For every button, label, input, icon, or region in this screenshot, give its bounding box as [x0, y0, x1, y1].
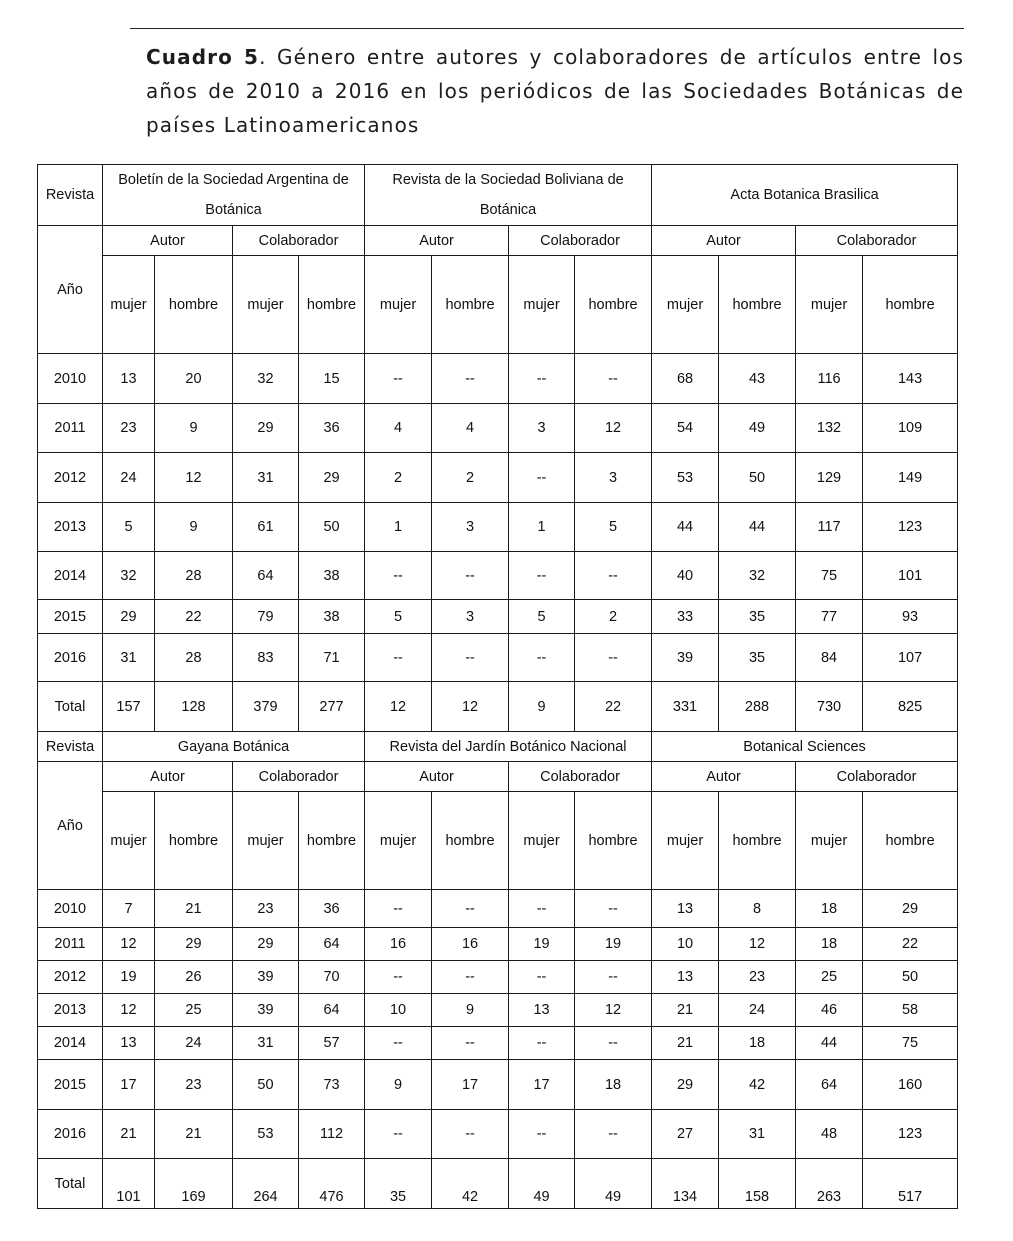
hombre-header: hombre: [575, 792, 652, 890]
value-cell: 36: [299, 890, 365, 928]
value-cell: 93: [863, 600, 958, 634]
value-cell: 21: [155, 890, 233, 928]
value-cell: 12: [719, 928, 796, 961]
value-cell: 134: [652, 1159, 719, 1209]
value-cell: 75: [796, 552, 863, 600]
table-row: [38, 961, 958, 994]
value-cell: 49: [575, 1159, 652, 1209]
value-cell: 39: [233, 961, 299, 994]
value-cell: 64: [233, 552, 299, 600]
hombre-header: hombre: [432, 792, 509, 890]
value-cell: 21: [103, 1110, 155, 1159]
table-block-2: [38, 732, 958, 1209]
value-cell: 26: [155, 961, 233, 994]
mujer-header: mujer: [103, 792, 155, 890]
value-cell: 35: [365, 1159, 432, 1209]
value-cell: 20: [155, 354, 233, 404]
hombre-header: hombre: [575, 256, 652, 354]
value-cell: 10: [365, 994, 432, 1027]
value-cell: 5: [509, 600, 575, 634]
role-header-row: [38, 226, 958, 256]
value-cell: --: [575, 634, 652, 682]
value-cell: 42: [432, 1159, 509, 1209]
hombre-header: hombre: [299, 792, 365, 890]
table-row: [38, 354, 958, 404]
autor-header: Autor: [365, 226, 509, 256]
colaborador-header: Colaborador: [509, 226, 652, 256]
value-cell: 75: [863, 1027, 958, 1060]
value-cell: 21: [155, 1110, 233, 1159]
autor-header: Autor: [652, 762, 796, 792]
journal-name: Revista del Jardín Botánico Nacional: [365, 732, 652, 762]
year-cell: 2015: [38, 600, 103, 634]
value-cell: 5: [575, 503, 652, 552]
value-cell: 29: [233, 404, 299, 453]
value-cell: 23: [103, 404, 155, 453]
value-cell: 2: [365, 453, 432, 503]
value-cell: 31: [103, 634, 155, 682]
value-cell: 9: [365, 1060, 432, 1110]
value-cell: 17: [509, 1060, 575, 1110]
value-cell: 46: [796, 994, 863, 1027]
hombre-header: hombre: [719, 792, 796, 890]
value-cell: 132: [796, 404, 863, 453]
revista-label: Revista: [38, 732, 103, 762]
hombre-header: hombre: [432, 256, 509, 354]
value-cell: 70: [299, 961, 365, 994]
value-cell: 476: [299, 1159, 365, 1209]
ano-label: Año: [38, 762, 103, 890]
hombre-header: hombre: [863, 792, 958, 890]
value-cell: 42: [719, 1060, 796, 1110]
mujer-header: mujer: [365, 792, 432, 890]
value-cell: 50: [299, 503, 365, 552]
value-cell: 50: [233, 1060, 299, 1110]
value-cell: --: [575, 890, 652, 928]
value-cell: 7: [103, 890, 155, 928]
mujer-header: mujer: [233, 256, 299, 354]
caption-label: Cuadro 5: [146, 45, 260, 69]
value-cell: 12: [432, 682, 509, 732]
value-cell: 27: [652, 1110, 719, 1159]
value-cell: 28: [155, 634, 233, 682]
value-cell: 4: [365, 404, 432, 453]
value-cell: 825: [863, 682, 958, 732]
hombre-header: hombre: [719, 256, 796, 354]
table-row: [38, 453, 958, 503]
value-cell: 12: [155, 453, 233, 503]
value-cell: 53: [233, 1110, 299, 1159]
value-cell: --: [575, 552, 652, 600]
year-cell: 2015: [38, 1060, 103, 1110]
autor-header: Autor: [103, 762, 233, 792]
value-cell: 25: [155, 994, 233, 1027]
value-cell: 31: [719, 1110, 796, 1159]
value-cell: 3: [432, 600, 509, 634]
value-cell: 58: [863, 994, 958, 1027]
value-cell: 12: [103, 928, 155, 961]
value-cell: 38: [299, 600, 365, 634]
value-cell: --: [575, 354, 652, 404]
value-cell: 117: [796, 503, 863, 552]
value-cell: 3: [432, 503, 509, 552]
value-cell: 13: [103, 354, 155, 404]
value-cell: 24: [155, 1027, 233, 1060]
value-cell: 61: [233, 503, 299, 552]
autor-header: Autor: [652, 226, 796, 256]
table-row: [38, 600, 958, 634]
hombre-header: hombre: [299, 256, 365, 354]
journal-name: Revista de la Sociedad Boliviana de Botánica: [365, 165, 652, 226]
top-rule: [130, 28, 964, 29]
value-cell: 43: [719, 354, 796, 404]
value-cell: 112: [299, 1110, 365, 1159]
mujer-header: mujer: [233, 792, 299, 890]
value-cell: 16: [365, 928, 432, 961]
total-label: Total: [38, 682, 103, 732]
value-cell: 263: [796, 1159, 863, 1209]
value-cell: 39: [652, 634, 719, 682]
year-cell: 2012: [38, 961, 103, 994]
value-cell: --: [432, 634, 509, 682]
year-cell: 2010: [38, 354, 103, 404]
value-cell: 143: [863, 354, 958, 404]
value-cell: --: [365, 354, 432, 404]
value-cell: 331: [652, 682, 719, 732]
total-row: [38, 1159, 958, 1209]
value-cell: 32: [233, 354, 299, 404]
value-cell: --: [432, 1110, 509, 1159]
mujer-header: mujer: [103, 256, 155, 354]
value-cell: 31: [233, 453, 299, 503]
value-cell: 44: [719, 503, 796, 552]
total-label: Total: [38, 1159, 103, 1209]
value-cell: 17: [103, 1060, 155, 1110]
value-cell: 101: [863, 552, 958, 600]
value-cell: 35: [719, 634, 796, 682]
table-row: [38, 1060, 958, 1110]
value-cell: 64: [796, 1060, 863, 1110]
colaborador-header: Colaborador: [509, 762, 652, 792]
value-cell: --: [365, 961, 432, 994]
value-cell: 2: [575, 600, 652, 634]
value-cell: 12: [103, 994, 155, 1027]
value-cell: 35: [719, 600, 796, 634]
value-cell: 31: [233, 1027, 299, 1060]
role-header-row: [38, 762, 958, 792]
value-cell: 19: [103, 961, 155, 994]
mujer-header: mujer: [796, 792, 863, 890]
value-cell: 1: [509, 503, 575, 552]
value-cell: 22: [155, 600, 233, 634]
value-cell: 116: [796, 354, 863, 404]
year-cell: 2014: [38, 1027, 103, 1060]
value-cell: 48: [796, 1110, 863, 1159]
value-cell: --: [509, 634, 575, 682]
value-cell: --: [432, 890, 509, 928]
value-cell: 29: [233, 928, 299, 961]
hombre-header: hombre: [155, 792, 233, 890]
value-cell: --: [509, 354, 575, 404]
caption-text: . Género entre autores y colaboradores de artículos entre los años de 2010 a 2016 en los periódicos de las Sociedades Botánicas de países Latinoamericanos: [146, 45, 964, 137]
value-cell: 160: [863, 1060, 958, 1110]
value-cell: 36: [299, 404, 365, 453]
table-row: [38, 634, 958, 682]
value-cell: 19: [509, 928, 575, 961]
value-cell: 57: [299, 1027, 365, 1060]
value-cell: 9: [155, 503, 233, 552]
colaborador-header: Colaborador: [796, 762, 958, 792]
value-cell: --: [509, 453, 575, 503]
hombre-header: hombre: [155, 256, 233, 354]
value-cell: --: [432, 354, 509, 404]
colaborador-header: Colaborador: [233, 762, 365, 792]
value-cell: 379: [233, 682, 299, 732]
value-cell: 13: [509, 994, 575, 1027]
value-cell: 23: [719, 961, 796, 994]
value-cell: 730: [796, 682, 863, 732]
value-cell: 29: [155, 928, 233, 961]
table-row: [38, 552, 958, 600]
journal-name: Acta Botanica Brasilica: [652, 165, 958, 226]
value-cell: 73: [299, 1060, 365, 1110]
value-cell: 18: [796, 890, 863, 928]
gender-header-row: [38, 792, 958, 890]
year-cell: 2011: [38, 928, 103, 961]
value-cell: --: [432, 1027, 509, 1060]
table-row: [38, 928, 958, 961]
year-cell: 2014: [38, 552, 103, 600]
value-cell: --: [575, 1110, 652, 1159]
value-cell: 53: [652, 453, 719, 503]
value-cell: 18: [719, 1027, 796, 1060]
value-cell: 123: [863, 1110, 958, 1159]
table-caption: [146, 40, 964, 142]
value-cell: 123: [863, 503, 958, 552]
value-cell: --: [509, 1110, 575, 1159]
value-cell: 149: [863, 453, 958, 503]
mujer-header: mujer: [652, 256, 719, 354]
colaborador-header: Colaborador: [233, 226, 365, 256]
mujer-header: mujer: [365, 256, 432, 354]
journal-header-row: [38, 732, 958, 762]
value-cell: 40: [652, 552, 719, 600]
value-cell: 64: [299, 928, 365, 961]
value-cell: 50: [863, 961, 958, 994]
value-cell: 23: [233, 890, 299, 928]
value-cell: 28: [155, 552, 233, 600]
value-cell: --: [432, 961, 509, 994]
value-cell: 32: [103, 552, 155, 600]
autor-header: Autor: [103, 226, 233, 256]
value-cell: 21: [652, 994, 719, 1027]
value-cell: 277: [299, 682, 365, 732]
value-cell: 79: [233, 600, 299, 634]
value-cell: --: [509, 890, 575, 928]
gender-header-row: [38, 256, 958, 354]
value-cell: 17: [432, 1060, 509, 1110]
value-cell: 13: [103, 1027, 155, 1060]
value-cell: 33: [652, 600, 719, 634]
value-cell: 101: [103, 1159, 155, 1209]
value-cell: 29: [103, 600, 155, 634]
value-cell: 50: [719, 453, 796, 503]
value-cell: 4: [432, 404, 509, 453]
value-cell: 84: [796, 634, 863, 682]
hombre-header: hombre: [863, 256, 958, 354]
value-cell: 68: [652, 354, 719, 404]
value-cell: 64: [299, 994, 365, 1027]
value-cell: 77: [796, 600, 863, 634]
table-block-1: [38, 165, 958, 732]
year-cell: 2013: [38, 503, 103, 552]
value-cell: 15: [299, 354, 365, 404]
year-cell: 2010: [38, 890, 103, 928]
value-cell: 517: [863, 1159, 958, 1209]
value-cell: --: [575, 1027, 652, 1060]
value-cell: 129: [796, 453, 863, 503]
value-cell: 39: [233, 994, 299, 1027]
journal-header-row: [38, 165, 958, 226]
value-cell: 3: [509, 404, 575, 453]
value-cell: 288: [719, 682, 796, 732]
value-cell: --: [575, 961, 652, 994]
value-cell: 157: [103, 682, 155, 732]
value-cell: 44: [796, 1027, 863, 1060]
year-cell: 2012: [38, 453, 103, 503]
value-cell: 12: [575, 404, 652, 453]
year-cell: 2011: [38, 404, 103, 453]
value-cell: 12: [575, 994, 652, 1027]
value-cell: --: [365, 1027, 432, 1060]
value-cell: --: [365, 1110, 432, 1159]
value-cell: --: [365, 634, 432, 682]
mujer-header: mujer: [652, 792, 719, 890]
value-cell: 25: [796, 961, 863, 994]
value-cell: 2: [432, 453, 509, 503]
value-cell: 5: [365, 600, 432, 634]
year-cell: 2016: [38, 634, 103, 682]
value-cell: 23: [155, 1060, 233, 1110]
value-cell: 10: [652, 928, 719, 961]
revista-label: Revista: [38, 165, 103, 226]
value-cell: --: [509, 1027, 575, 1060]
autor-header: Autor: [365, 762, 509, 792]
value-cell: 1: [365, 503, 432, 552]
total-row: [38, 682, 958, 732]
value-cell: 19: [575, 928, 652, 961]
value-cell: --: [365, 890, 432, 928]
value-cell: 24: [103, 453, 155, 503]
mujer-header: mujer: [509, 792, 575, 890]
value-cell: 54: [652, 404, 719, 453]
value-cell: 13: [652, 961, 719, 994]
value-cell: 18: [796, 928, 863, 961]
journal-name: Boletín de la Sociedad Argentina de Botánica: [103, 165, 365, 226]
year-cell: 2013: [38, 994, 103, 1027]
year-cell: 2016: [38, 1110, 103, 1159]
value-cell: 29: [652, 1060, 719, 1110]
table-row: [38, 404, 958, 453]
value-cell: --: [509, 552, 575, 600]
value-cell: 5: [103, 503, 155, 552]
table-row: [38, 994, 958, 1027]
value-cell: 169: [155, 1159, 233, 1209]
journal-name: Gayana Botánica: [103, 732, 365, 762]
value-cell: --: [432, 552, 509, 600]
value-cell: 71: [299, 634, 365, 682]
value-cell: 83: [233, 634, 299, 682]
value-cell: 13: [652, 890, 719, 928]
ano-label: Año: [38, 226, 103, 354]
value-cell: 24: [719, 994, 796, 1027]
value-cell: 29: [299, 453, 365, 503]
value-cell: 22: [575, 682, 652, 732]
table-row: [38, 1110, 958, 1159]
journal-name: Botanical Sciences: [652, 732, 958, 762]
value-cell: 3: [575, 453, 652, 503]
value-cell: --: [509, 961, 575, 994]
mujer-header: mujer: [796, 256, 863, 354]
value-cell: 22: [863, 928, 958, 961]
value-cell: 9: [509, 682, 575, 732]
value-cell: 38: [299, 552, 365, 600]
table-row: [38, 890, 958, 928]
value-cell: 44: [652, 503, 719, 552]
value-cell: 49: [719, 404, 796, 453]
value-cell: 9: [432, 994, 509, 1027]
value-cell: 264: [233, 1159, 299, 1209]
value-cell: --: [365, 552, 432, 600]
gender-table: [37, 164, 958, 1209]
mujer-header: mujer: [509, 256, 575, 354]
table-row: [38, 1027, 958, 1060]
value-cell: 16: [432, 928, 509, 961]
table-row: [38, 503, 958, 552]
value-cell: 49: [509, 1159, 575, 1209]
value-cell: 8: [719, 890, 796, 928]
value-cell: 21: [652, 1027, 719, 1060]
colaborador-header: Colaborador: [796, 226, 958, 256]
value-cell: 158: [719, 1159, 796, 1209]
value-cell: 107: [863, 634, 958, 682]
value-cell: 18: [575, 1060, 652, 1110]
value-cell: 29: [863, 890, 958, 928]
value-cell: 128: [155, 682, 233, 732]
value-cell: 9: [155, 404, 233, 453]
value-cell: 32: [719, 552, 796, 600]
value-cell: 12: [365, 682, 432, 732]
value-cell: 109: [863, 404, 958, 453]
